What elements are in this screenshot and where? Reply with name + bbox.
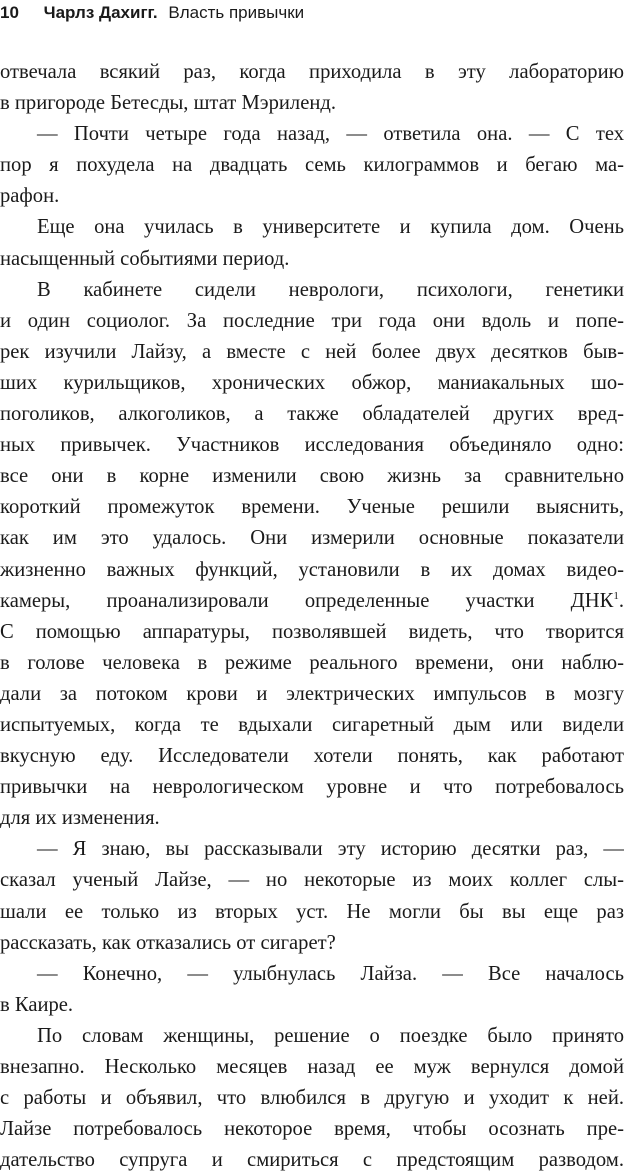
text-line: дали за потоком крови и электрических импульсов в мозгу (0, 682, 624, 705)
text-line: вкусную еду. Исследователи хотели понять, как работают (0, 745, 624, 768)
book-title: Власть привычки (168, 3, 305, 22)
text-line: в Каире. (0, 993, 74, 1016)
text-line: с работы и объявил, что влюбился в другую и уходит к ней. (0, 1087, 624, 1110)
text-line: привычки на неврологическом уровне и что потребовалось (0, 776, 624, 799)
text-line: все они в корне изменили свою жизнь за сравнительно (0, 465, 624, 488)
text-line-with-footnote: камеры, проанализировали определенные участки ДНК$^1$. (0, 589, 624, 612)
text-line: — Конечно, — улыбнулась Лайза. — Все началось (37, 962, 624, 985)
text-line: Лайзе потребовалось некоторое время, чтобы осознать пре- (0, 1118, 624, 1141)
text-line: рафон. (0, 185, 60, 208)
text-line: С помощью аппаратуры, позволявшей видеть, что творится (0, 620, 624, 643)
text-line: как им это удалось. Они измерили основные показатели (0, 527, 624, 550)
text-line: поголиков, алкоголиков, а также обладателей других вред- (0, 403, 624, 426)
text-line: и один социолог. За последние три года они вдоль и попе- (0, 309, 624, 332)
text-line: дательство супруга и смириться с предстоящим разводом. (0, 1149, 624, 1172)
text-line: В кабинете сидели неврологи, психологи, генетики (37, 278, 624, 301)
text-line-content: камеры, проанализировали определенные участки ДНК (0, 589, 614, 612)
text-line: жизненно важных функций, установили в их домах видео- (0, 558, 624, 581)
text-line: испытуемых, когда те вдыхали сигаретный дым или видели (0, 713, 624, 736)
text-line: в голове человека в режиме реального времени, они наблю- (0, 651, 624, 674)
page-number: 10 (0, 3, 19, 22)
text-line: ших курильщиков, хронических обжор, маниакальных шо- (0, 371, 624, 394)
text-line: в пригороде Бетесды, штат Мэриленд. (0, 92, 336, 115)
author-name: Чарлз Дахигг. (43, 3, 158, 22)
text-line: По словам женщины, решение о поездке было принято (37, 1024, 624, 1047)
footnote-marker: 1 (613, 589, 619, 602)
text-line: — Я знаю, вы рассказывали эту историю десятки раз, — (37, 838, 624, 861)
text-line: насыщенный событиями период. (0, 247, 290, 270)
text-line: рек изучили Лайзу, а вместе с ней более двух десятков быв- (0, 340, 624, 363)
body-text (0, 57, 624, 1176)
text-line: шали ее только из вторых уст. Не могли бы вы еще раз (0, 900, 624, 923)
text-line: отвечала всякий раз, когда приходила в эту лабораторию (0, 61, 624, 83)
running-head (0, 0, 304, 30)
text-line: короткий промежуток времени. Ученые решили выяснить, (0, 496, 624, 519)
text-line: Еще она училась в университете и купила дом. Очень (37, 216, 624, 239)
text-line: пор я похудела на двадцать семь килограммов и бегаю ма- (0, 154, 624, 177)
text-line: сказал ученый Лайзе, — но некоторые из моих коллег слы- (0, 869, 624, 892)
text-line: для их изменения. (0, 807, 160, 830)
text-line: ных привычек. Участников исследования объединяло одно: (0, 434, 624, 457)
text-line: рассказать, как отказались от сигарет? (0, 931, 336, 954)
text-line: — Почти четыре года назад, — ответила она. — С тех (37, 123, 624, 146)
text-line: внезапно. Несколько месяцев назад ее муж вернулся домой (0, 1056, 624, 1078)
